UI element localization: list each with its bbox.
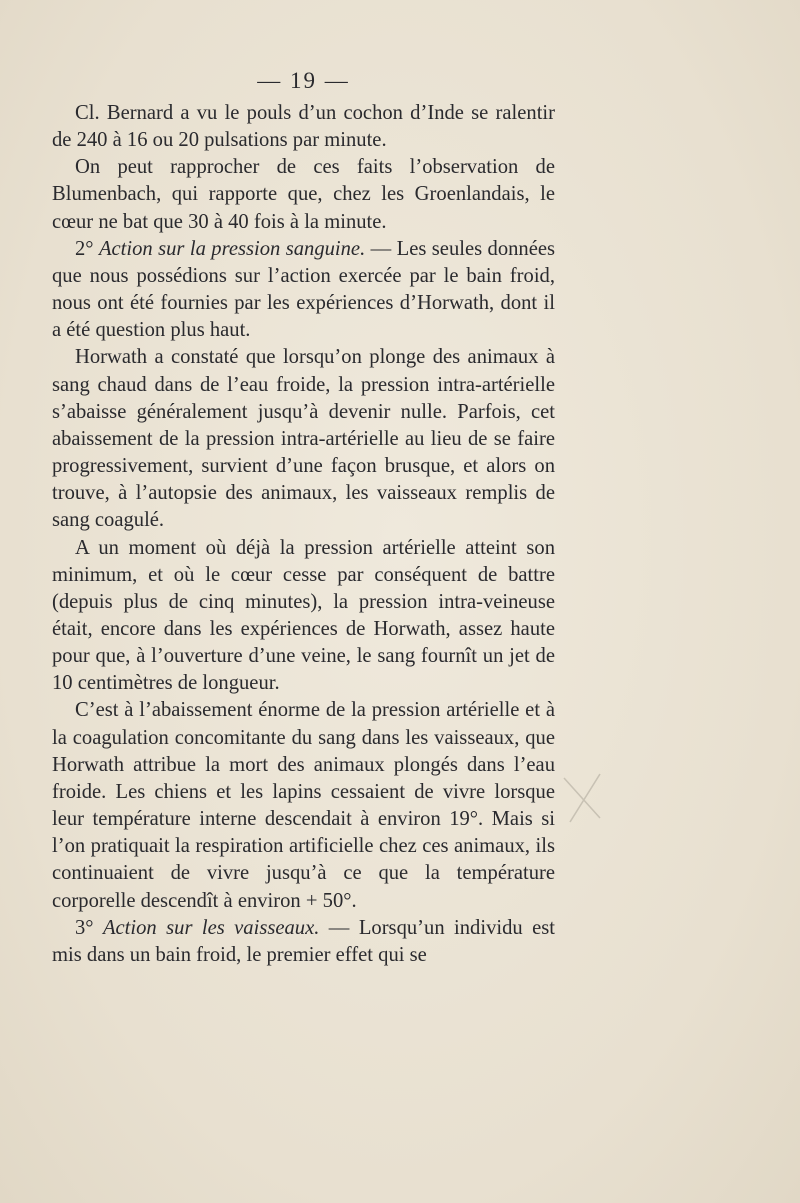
section-number: 3° [75,916,103,939]
paragraph-horwath-constate: Horwath a constaté que lorsqu’on plonge des animaux à sang chaud dans de l’eau froide, la pression intra-artérielle s’abaisse généralement jusqu’à devenir nulle. Parfois, cet abaissement de la pression intra-artérielle au lieu de se faire progressivement, survient d’une façon brusque, et alors on trouve, à l’autopsie des animaux, les vaisseaux remplis de sang coagulé. [52,346,555,532]
section-heading-italic: Action sur les vaisseaux. [102,916,320,939]
page-number: — 19 — [257,68,350,93]
pencil-mark-icon [560,770,606,826]
section-heading-italic: Action sur la pression sanguine. [98,237,366,260]
paragraph-pression-sanguine [52,236,555,345]
paragraph-blumenbach: On peut rapprocher de ces faits l’observation de Blumenbach, qui rapporte que, chez les Groenlandais, le cœur ne bat que 30 à 40 fois à la minute. [52,156,555,233]
paragraph-bernard: Cl. Bernard a vu le pouls d’un cochon d’Inde se ralentir de 240 à 16 ou 20 pulsations par minute. [52,102,555,152]
paragraph-vaisseaux [52,915,555,969]
paragraph-text: — Les seules données que nous possédions sur l’action exercée par le bain froid, nous ont été fournies par les expériences d’Horwath, dont il a été question plus haut. [52,237,556,342]
section-number: 2° [75,237,99,260]
paragraph-abaissement: C’est à l’abaissement énorme de la pression artérielle et à la coagulation concomitante du sang dans les vaisseaux, que Horwath attribue la mort des animaux plongés dans l’eau froide. Les chiens et les lapins cessaient de vivre lorsque leur température interne descendait à environ 19°. Mais si l’on pratiquait la respiration artificielle chez ces animaux, ils continuaient de vivre jusqu’à ce que la température corporelle descendît à environ + 50°. [52,699,555,912]
paragraph-pression-arterielle: A un moment où déjà la pression artérielle atteint son minimum, et où le cœur cesse par conséquent de battre (depuis plus de cinq minutes), la pression intra-veineuse était, encore dans les expériences de Horwath, assez haute pour que, à l’ouverture d’une veine, le sang fournît un jet de 10 centimètres de longueur. [52,536,555,695]
book-page [52,62,555,969]
paragraph-text: — Lorsqu’un individu est mis dans un bain froid, le premier effet qui se [52,916,555,966]
body-text [52,100,555,969]
